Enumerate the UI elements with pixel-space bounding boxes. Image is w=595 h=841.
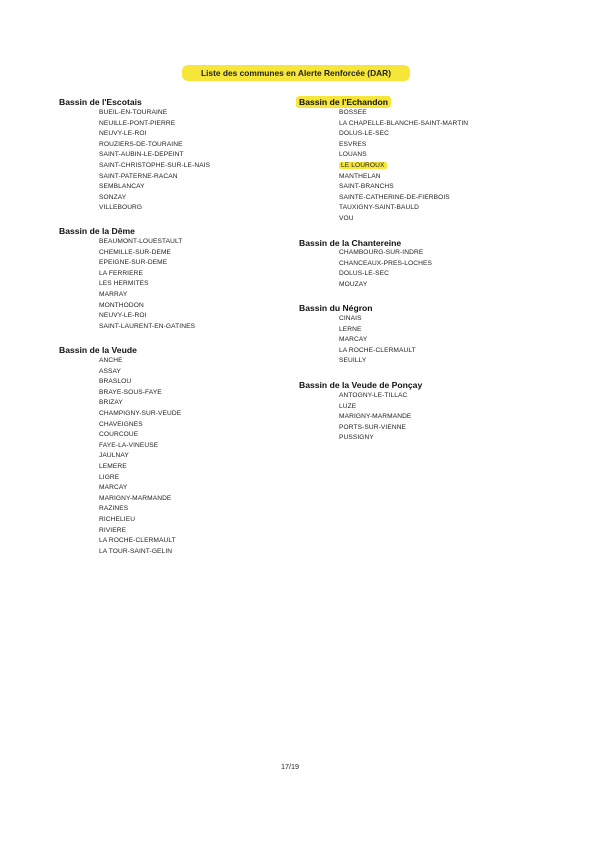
list-item: ANTOGNY-LE-TILLAC <box>339 392 408 399</box>
list-item: RICHELIEU <box>99 515 136 523</box>
document-title: Liste des communes en Alerte Renforcée (DAR) <box>182 65 410 81</box>
list-item: CHAVEIGNES <box>99 420 143 428</box>
list-item: LA ROCHE-CLERMAULT <box>99 537 176 545</box>
list-item: DOLUS-LE-SEC <box>339 130 389 138</box>
basin-title-deme: Bassin de la Dême <box>59 226 135 236</box>
list-item: SAINT-BRANCHS <box>339 183 394 191</box>
list-item: LA CHAPELLE-BLANCHE-SAINT-MARTIN <box>339 119 469 127</box>
list-item: TAUXIGNY-SAINT-BAULD <box>339 204 420 212</box>
list-item: EPEIGNE-SUR-DEME <box>99 259 168 267</box>
list-item: LEMERE <box>99 462 127 470</box>
list-item: MARCAY <box>339 336 368 344</box>
list-item: LE LOUROUX <box>341 161 385 169</box>
list-item: SEUILLY <box>339 357 367 365</box>
basin-title-veude: Bassin de la Veude <box>59 345 137 355</box>
commune-list-veude <box>99 356 181 557</box>
list-item: LA FERRIERE <box>99 269 143 277</box>
list-item: LES HERMITES <box>99 280 149 288</box>
list-item: SAINT-PATERNE-RACAN <box>99 172 178 180</box>
list-item: RIVIERE <box>99 526 127 534</box>
list-item: MONTHODON <box>99 301 144 309</box>
commune-list-chantereine <box>339 248 432 290</box>
list-item: PUSSIGNY <box>339 434 374 442</box>
list-item: MANTHELAN <box>339 172 381 180</box>
list-item: CINAIS <box>339 315 362 322</box>
list-item: MARRAY <box>99 290 128 298</box>
list-item: MARIGNY-MARMANDE <box>339 413 412 421</box>
list-item: PORTS-SUR-VIENNE <box>339 423 407 431</box>
list-item: SEMBLANCAY <box>99 183 145 191</box>
list-item: FAYE-LA-VINEUSE <box>99 441 159 449</box>
list-item: NEUVY-LE-ROI <box>99 312 147 320</box>
list-item: SAINT-CHRISTOPHE-SUR-LE-NAIS <box>99 161 211 169</box>
list-item: LA TOUR-SAINT-GELIN <box>99 547 173 555</box>
list-item: COURCOUE <box>99 431 139 439</box>
list-item: BUEIL-EN-TOURAINE <box>99 109 168 116</box>
list-item: MARCAY <box>99 484 128 492</box>
list-item: SAINT-LAURENT-EN-GATINES <box>99 322 196 330</box>
basin-title-escotais: Bassin de l'Escotais <box>59 97 142 107</box>
list-item: LERNE <box>339 325 362 333</box>
commune-list-echandon <box>339 108 468 225</box>
list-item: BRAYE-SOUS-FAYE <box>99 388 162 396</box>
basin-title-veude-poncay: Bassin de la Veude de Ponçay <box>299 380 423 390</box>
list-item: CHAMBOURG-SUR-INDRE <box>339 249 424 256</box>
list-item: RAZINES <box>99 505 129 513</box>
list-item: ESVRES <box>339 140 367 148</box>
list-item: BEAUMONT-LOUESTAULT <box>99 238 183 245</box>
list-item: LA ROCHE-CLERMAULT <box>339 346 416 354</box>
list-item: LOUANS <box>339 151 367 159</box>
list-item: VILLEBOURG <box>99 204 143 212</box>
list-item: DOLUS-LE-SEC <box>339 270 389 278</box>
list-item: SONZAY <box>99 193 127 201</box>
list-item: CHEMILLE-SUR-DEME <box>99 248 172 256</box>
basin-title-negron: Bassin du Négron <box>299 303 373 313</box>
list-item: CHANCEAUX-PRES-LOCHES <box>339 259 432 267</box>
list-item: MARIGNY-MARMANDE <box>99 494 172 502</box>
list-item: NEUVY-LE-ROI <box>99 130 147 138</box>
list-item: SAINT-AUBIN-LE-DEPEINT <box>99 151 184 159</box>
list-item: LUZE <box>339 402 357 410</box>
list-item: BRIZAY <box>99 399 123 407</box>
list-item: LIGRE <box>99 473 120 481</box>
list-item: ASSAY <box>99 367 122 375</box>
list-item: MOUZAY <box>339 280 368 288</box>
list-item: BOSSEE <box>339 109 367 116</box>
commune-list-negron <box>339 314 416 367</box>
commune-list-deme <box>99 237 195 332</box>
basin-title-chantereine: Bassin de la Chantereine <box>299 238 402 248</box>
basin-title-echandon: Bassin de l'Echandon <box>296 96 391 108</box>
list-item: ANCHE <box>99 357 123 364</box>
list-item: VOU <box>339 214 354 222</box>
page-number: 17/19 <box>281 762 299 771</box>
list-item: CHAMPIGNY-SUR-VEUDE <box>99 409 182 417</box>
commune-list-veude-poncay <box>339 391 411 444</box>
list-item: NEUILLE-PONT-PIERRE <box>99 119 176 127</box>
list-item: JAULNAY <box>99 452 129 460</box>
commune-list-escotais <box>99 108 210 214</box>
list-item: ROUZIERS-DE-TOURAINE <box>99 140 183 148</box>
list-item: SAINTE-CATHERINE-DE-FIERBOIS <box>339 193 450 201</box>
list-item: BRASLOU <box>99 378 132 386</box>
